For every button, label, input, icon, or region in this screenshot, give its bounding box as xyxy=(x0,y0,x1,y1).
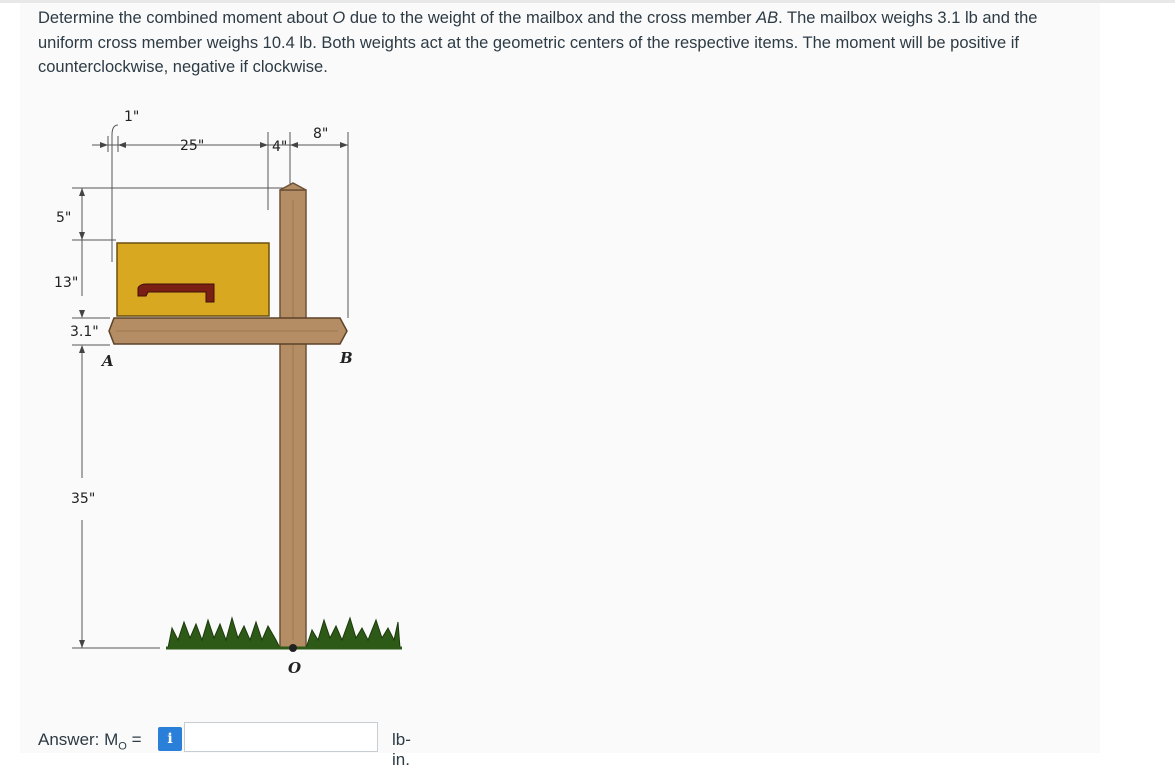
label-A: A xyxy=(102,352,114,370)
label-B: B xyxy=(340,349,353,367)
info-icon[interactable]: i xyxy=(158,727,182,751)
point-O xyxy=(289,644,297,652)
dim-25in: 25" xyxy=(180,138,205,154)
label-O: O xyxy=(288,659,302,677)
dim-4in: 4" xyxy=(272,139,288,155)
dim-1in: 1" xyxy=(124,109,140,125)
mailbox xyxy=(117,243,269,316)
answer-input[interactable] xyxy=(184,722,378,752)
dim-3-1in: 3.1" xyxy=(70,324,99,340)
dimension-arrows xyxy=(79,142,348,648)
unit-label: lb-in. xyxy=(392,730,411,769)
dim-5in: 5" xyxy=(56,210,72,226)
problem-statement: Determine the combined moment about O due to the weight of the mailbox and the cross member AB. The mailbox weighs 3.1 lb and the uniform cross member weighs 10.4 lb. Both weights act at the geometric centers of the respective items. The moment will be positive if counterclockwise, negative if clockwise. xyxy=(38,9,1038,76)
dim-8in: 8" xyxy=(313,126,329,142)
dim-35in: 35" xyxy=(71,491,96,507)
dim-13in: 13" xyxy=(54,275,79,291)
answer-label: Answer: $M_O$ = xyxy=(38,730,142,753)
mailbox-figure xyxy=(40,100,420,685)
